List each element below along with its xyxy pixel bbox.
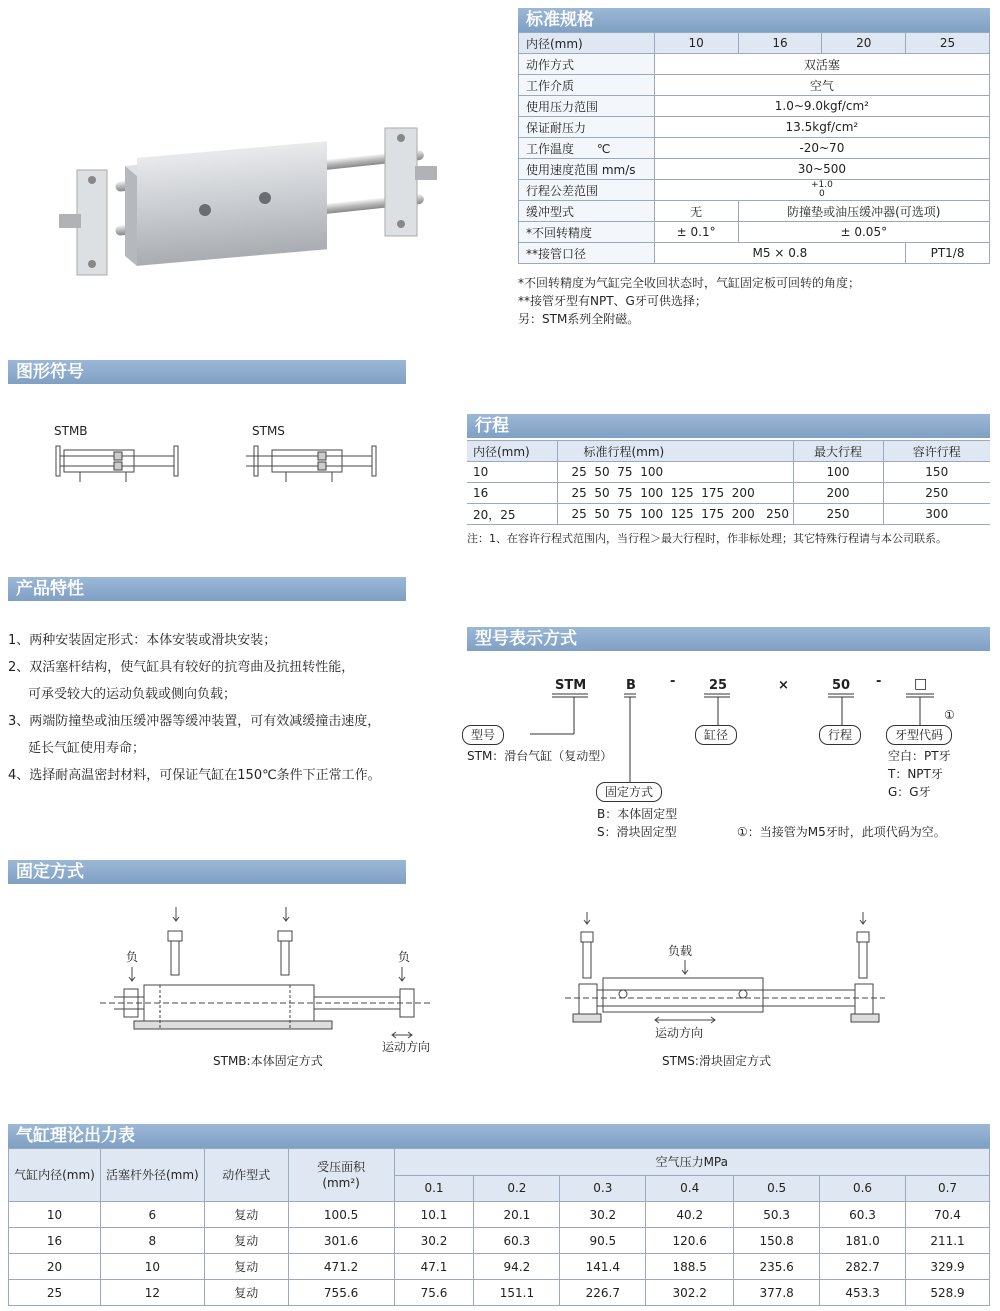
bore-value: 25 bbox=[906, 33, 990, 54]
pressure-value: 0.2 bbox=[474, 1175, 560, 1202]
spec-value: 防撞垫或油压缓冲器(可选项) bbox=[738, 201, 989, 222]
motion-label-b: 运动方向 bbox=[655, 1026, 704, 1040]
force-table bbox=[8, 1148, 990, 1306]
force-cell: 282.7 bbox=[820, 1254, 906, 1280]
force-cell: 211.1 bbox=[905, 1228, 989, 1254]
model-footnote: ①：当接管为M5牙时，此项代码为空。 bbox=[737, 825, 946, 839]
force-cell: 755.6 bbox=[288, 1280, 394, 1306]
area-label: 受压面积 bbox=[317, 1160, 366, 1174]
force-cell: 40.2 bbox=[646, 1202, 734, 1228]
force-cell: 复动 bbox=[204, 1280, 288, 1306]
pill-stroke: 行程 bbox=[819, 725, 861, 745]
force-cell: 181.0 bbox=[820, 1228, 906, 1254]
spec-value: ± 0.1° bbox=[654, 222, 738, 243]
thread-option: G：G牙 bbox=[888, 785, 931, 799]
spec-notes bbox=[518, 274, 860, 328]
pill-thread: 牙型代码 bbox=[886, 725, 952, 745]
stroke-cell: 300 bbox=[883, 504, 990, 525]
section-bar-force: 气缸理论出力表 bbox=[8, 1124, 990, 1148]
section-bar-stroke: 行程 bbox=[467, 414, 990, 438]
spec-value: ± 0.05° bbox=[738, 222, 989, 243]
feature-item: 2、双活塞杆结构，使气缸具有较好的抗弯曲及抗扭转性能， bbox=[8, 660, 355, 675]
force-header-type: 动作型式 bbox=[204, 1149, 288, 1202]
stroke-cell: 150 bbox=[883, 462, 990, 483]
force-cell: 528.9 bbox=[905, 1280, 989, 1306]
spec-label: 行程公差范围 bbox=[519, 180, 655, 201]
section-bar-symbol: 图形符号 bbox=[8, 360, 406, 384]
force-cell: 75.6 bbox=[394, 1280, 474, 1306]
spec-value: 1.0~9.0kgf/cm² bbox=[654, 96, 989, 117]
table-row bbox=[467, 462, 990, 483]
force-cell: 10.1 bbox=[394, 1202, 474, 1228]
pill-mount: 固定方式 bbox=[596, 782, 662, 802]
pressure-value: 0.5 bbox=[734, 1175, 820, 1202]
caption-stmb: STMB:本体固定方式 bbox=[213, 1054, 323, 1068]
circle-one-marker: ① bbox=[944, 708, 955, 722]
force-cell: 150.8 bbox=[734, 1228, 820, 1254]
thread-option: T：NPT牙 bbox=[888, 767, 943, 781]
force-cell: 10 bbox=[100, 1254, 204, 1280]
note-line: **接管牙型有NPT、G牙可供选择； bbox=[518, 294, 707, 308]
symbol-diagram bbox=[50, 440, 390, 488]
pressure-value: 0.4 bbox=[646, 1175, 734, 1202]
stroke-cell: 16 bbox=[467, 483, 557, 504]
force-header-rod: 活塞杆外径(mm) bbox=[100, 1149, 204, 1202]
force-cell: 10 bbox=[9, 1202, 101, 1228]
tol-upper: +1.0 bbox=[810, 180, 833, 190]
load-label-left: 负 bbox=[126, 950, 139, 964]
force-cell: 90.5 bbox=[560, 1228, 646, 1254]
table-row bbox=[9, 1280, 990, 1306]
caption-stms: STMS:滑块固定方式 bbox=[662, 1054, 771, 1068]
stroke-header: 最大行程 bbox=[793, 441, 883, 462]
spec-label: 缓冲型式 bbox=[519, 201, 655, 222]
force-cell: 12 bbox=[100, 1280, 204, 1306]
spec-label: **接管口径 bbox=[519, 243, 655, 264]
force-cell: 188.5 bbox=[646, 1254, 734, 1280]
table-row bbox=[9, 1202, 990, 1228]
force-cell: 16 bbox=[9, 1228, 101, 1254]
force-cell: 151.1 bbox=[474, 1280, 560, 1306]
stroke-header: 内径(mm) bbox=[467, 441, 557, 462]
table-row bbox=[9, 1254, 990, 1280]
force-header-bore: 气缸内径(mm) bbox=[9, 1149, 101, 1202]
note-line: *不回转精度为气缸完全收回状态时，气缸固定板可回转的角度； bbox=[518, 276, 861, 290]
force-cell: 30.2 bbox=[560, 1202, 646, 1228]
mount-b-desc: B：本体固定型 bbox=[597, 807, 678, 821]
bore-value: 16 bbox=[738, 33, 822, 54]
pressure-value: 0.6 bbox=[820, 1175, 906, 1202]
pressure-value: 0.1 bbox=[394, 1175, 474, 1202]
spec-label: 动作方式 bbox=[519, 54, 655, 75]
spec-label: 工作介质 bbox=[519, 75, 655, 96]
area-unit: (mm²) bbox=[322, 1176, 360, 1190]
stroke-header: 标准行程(mm) bbox=[557, 441, 793, 462]
force-cell: 226.7 bbox=[560, 1280, 646, 1306]
motion-label-a: 运动方向 bbox=[382, 1040, 431, 1054]
speed-label: 使用速度范围 bbox=[526, 162, 599, 177]
force-cell: 471.2 bbox=[288, 1254, 394, 1280]
force-cell: 302.2 bbox=[646, 1280, 734, 1306]
table-row bbox=[9, 1228, 990, 1254]
stroke-cell: 25 50 75 100 125 175 200 250 bbox=[557, 504, 793, 525]
mount-diagram-stmb bbox=[100, 905, 440, 1045]
spec-label bbox=[519, 159, 655, 180]
force-cell: 6 bbox=[100, 1202, 204, 1228]
spec-value: -20~70 bbox=[654, 138, 989, 159]
model-code-times: × bbox=[778, 678, 789, 693]
section-bar-spec: 标准规格 bbox=[518, 8, 990, 32]
temp-unit: ℃ bbox=[596, 141, 611, 156]
thread-option: 空白：PT牙 bbox=[888, 749, 951, 763]
force-cell: 60.3 bbox=[820, 1202, 906, 1228]
stroke-note: 注：1、在容许行程式范围内，当行程＞最大行程时，作非标处理；其它特殊行程请与本公司联系。 bbox=[467, 532, 947, 545]
table-row bbox=[467, 504, 990, 525]
note-line: 另：STM系列全附磁。 bbox=[518, 312, 640, 326]
force-cell: 235.6 bbox=[734, 1254, 820, 1280]
stroke-cell: 25 50 75 100 bbox=[557, 462, 793, 483]
force-cell: 30.2 bbox=[394, 1228, 474, 1254]
spec-value: M5 × 0.8 bbox=[654, 243, 905, 264]
feature-item: 4、选择耐高温密封材料，可保证气缸在150℃条件下正常工作。 bbox=[8, 768, 381, 783]
pressure-value: 0.7 bbox=[905, 1175, 989, 1202]
spec-label: 使用压力范围 bbox=[519, 96, 655, 117]
section-bar-model: 型号表示方式 bbox=[467, 627, 990, 651]
force-cell: 47.1 bbox=[394, 1254, 474, 1280]
spec-value: PT1/8 bbox=[906, 243, 990, 264]
stroke-cell: 20，25 bbox=[467, 504, 557, 525]
spec-label: *不回转精度 bbox=[519, 222, 655, 243]
model-code-dash: - bbox=[670, 674, 676, 689]
pill-bore: 缸径 bbox=[695, 725, 737, 745]
spec-value: 双活塞 bbox=[654, 54, 989, 75]
pill-type: 型号 bbox=[462, 725, 504, 745]
force-cell: 301.6 bbox=[288, 1228, 394, 1254]
stroke-cell: 25 50 75 100 125 175 200 bbox=[557, 483, 793, 504]
feature-list bbox=[8, 627, 381, 789]
spec-value bbox=[654, 180, 989, 201]
force-cell: 329.9 bbox=[905, 1254, 989, 1280]
section-bar-mount: 固定方式 bbox=[8, 860, 406, 884]
feature-item: 1、两种安装固定形式：本体安装或滑块安装； bbox=[8, 633, 277, 648]
product-photo bbox=[55, 118, 450, 288]
model-code-stm: STM bbox=[555, 678, 587, 693]
force-cell: 25 bbox=[9, 1280, 101, 1306]
symbol-label-stms: STMS bbox=[252, 424, 285, 438]
force-cell: 50.3 bbox=[734, 1202, 820, 1228]
mount-s-desc: S：滑块固定型 bbox=[597, 825, 677, 839]
spec-value: 13.5kgf/cm² bbox=[654, 117, 989, 138]
force-cell: 20 bbox=[9, 1254, 101, 1280]
pressure-value: 0.3 bbox=[560, 1175, 646, 1202]
model-code-thread: □ bbox=[914, 676, 928, 692]
feature-item: 延长气缸使用寿命； bbox=[28, 741, 146, 756]
stroke-cell: 250 bbox=[883, 483, 990, 504]
force-cell: 20.1 bbox=[474, 1202, 560, 1228]
force-cell: 复动 bbox=[204, 1202, 288, 1228]
spec-label: 保证耐压力 bbox=[519, 117, 655, 138]
spec-label: 内径(mm) bbox=[519, 33, 655, 54]
force-cell: 复动 bbox=[204, 1254, 288, 1280]
force-cell: 70.4 bbox=[905, 1202, 989, 1228]
force-cell: 复动 bbox=[204, 1228, 288, 1254]
mount-diagram-stms bbox=[565, 910, 895, 1030]
stroke-table bbox=[467, 440, 990, 525]
model-code-mount: B bbox=[626, 678, 636, 693]
stroke-cell: 10 bbox=[467, 462, 557, 483]
feature-item: 3、两端防撞垫或油压缓冲器等缓冲装置，可有效减缓撞击速度， bbox=[8, 714, 381, 729]
model-code-dash: - bbox=[876, 674, 882, 689]
force-cell: 453.3 bbox=[820, 1280, 906, 1306]
force-cell: 120.6 bbox=[646, 1228, 734, 1254]
stroke-cell: 200 bbox=[793, 483, 883, 504]
force-header-pressure: 空气压力MPa bbox=[394, 1149, 989, 1176]
force-cell: 141.4 bbox=[560, 1254, 646, 1280]
spec-label bbox=[519, 138, 655, 159]
force-cell: 60.3 bbox=[474, 1228, 560, 1254]
force-cell: 377.8 bbox=[734, 1280, 820, 1306]
model-code-bore: 25 bbox=[709, 678, 728, 693]
stroke-cell: 250 bbox=[793, 504, 883, 525]
tol-lower: 0 bbox=[819, 189, 825, 199]
feature-item: 可承受较大的运动负载或侧向负载； bbox=[28, 687, 237, 702]
load-label-right: 负 bbox=[398, 950, 411, 964]
spec-value: 30~500 bbox=[654, 159, 989, 180]
stroke-header: 容许行程 bbox=[883, 441, 990, 462]
stroke-cell: 100 bbox=[793, 462, 883, 483]
spec-value: 空气 bbox=[654, 75, 989, 96]
force-header-area bbox=[288, 1149, 394, 1202]
bore-value: 20 bbox=[822, 33, 906, 54]
force-cell: 100.5 bbox=[288, 1202, 394, 1228]
speed-unit: mm/s bbox=[601, 162, 636, 177]
spec-value: 无 bbox=[654, 201, 738, 222]
type-desc: STM：滑台气缸（复动型） bbox=[467, 749, 613, 763]
bore-value: 10 bbox=[654, 33, 738, 54]
force-cell: 94.2 bbox=[474, 1254, 560, 1280]
table-row bbox=[467, 483, 990, 504]
force-cell: 8 bbox=[100, 1228, 204, 1254]
model-code-stroke: 50 bbox=[832, 678, 851, 693]
section-bar-features: 产品特性 bbox=[8, 577, 406, 601]
load-label-stms: 负载 bbox=[668, 944, 693, 958]
temp-label: 工作温度 bbox=[526, 141, 575, 156]
spec-table bbox=[518, 32, 990, 264]
symbol-label-stmb: STMB bbox=[54, 424, 88, 438]
